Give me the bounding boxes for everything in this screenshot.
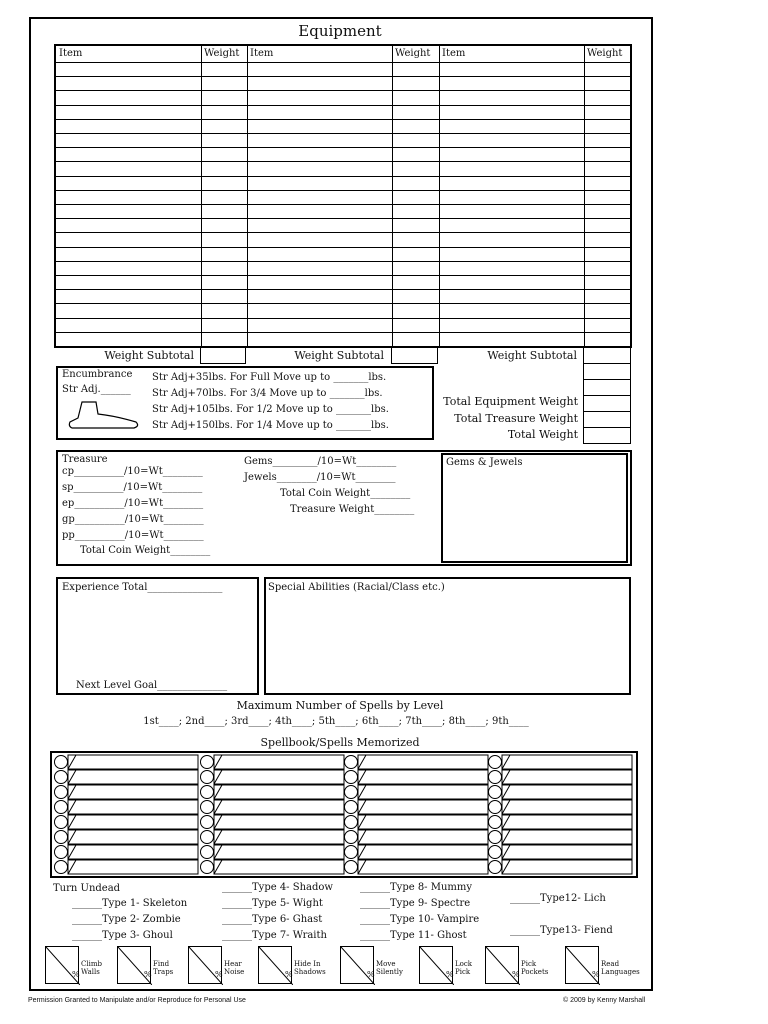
turn-undead-entry[interactable]: ______Type 7- Wraith [222,930,327,941]
jewels-field[interactable]: Jewels________/10=Wt________ [244,472,396,483]
spell-memorized-circle[interactable] [489,801,502,814]
spell-slot-tab [358,770,366,784]
spell-memorized-circle[interactable] [345,771,358,784]
equipment-row-line [56,218,630,219]
spell-memorized-circle[interactable] [345,816,358,829]
turn-undead-entry[interactable]: ______Type13- Fiend [510,925,613,936]
coin-line[interactable]: pp__________/10=Wt________ [62,530,204,541]
spell-memorized-circle[interactable] [55,861,68,874]
coin-line[interactable]: ep__________/10=Wt________ [62,498,204,509]
spell-name-slot[interactable] [358,800,488,814]
spell-name-slot[interactable] [502,845,632,859]
spell-memorized-circle[interactable] [345,861,358,874]
spell-memorized-circle[interactable] [489,831,502,844]
subtotal-label-2: Weight Subtotal [294,349,384,362]
coin-line[interactable]: sp__________/10=Wt________ [62,482,203,493]
spell-slot-tab [358,860,366,874]
spell-name-slot[interactable] [214,770,344,784]
equipment-row-line [56,105,630,106]
total-weight-label: Total Weight [507,428,578,441]
spell-name-slot[interactable] [358,755,488,769]
spell-slot-tab [502,860,510,874]
spell-slot-tab [214,770,222,784]
experience-total-field[interactable]: Experience Total_______________ [62,582,223,593]
encumbrance-line[interactable]: Str Adj+70lbs. For 3/4 Move up to _______lbs. [152,388,383,399]
equipment-col-item-2: Item [250,48,274,59]
equipment-row-line [56,303,630,304]
spell-memorized-circle[interactable] [201,846,214,859]
spell-slot-tab [502,800,510,814]
spell-slot-tab [68,845,76,859]
turn-undead-entry[interactable]: ______Type 5- Wight [222,898,323,909]
equipment-col-weight-3: Weight [587,48,623,59]
experience-box [56,577,259,695]
thief-skill-label: Climb Walls [81,960,102,976]
spell-memorized-circle[interactable] [55,831,68,844]
equipment-col-item-3: Item [442,48,466,59]
spell-slot-tab [502,815,510,829]
turn-undead-entry[interactable]: ______Type 8- Mummy [360,882,473,893]
spell-slot-tab [502,755,510,769]
thief-skill[interactable] [258,946,338,988]
spell-slot-tab [68,815,76,829]
thief-skill-label: Hide In Shadows [294,960,326,976]
equipment-row-line [56,204,630,205]
equipment-col-item-1: Item [59,48,83,59]
spell-name-slot[interactable] [358,815,488,829]
thief-skill-percent: % [512,970,520,979]
spell-name-slot[interactable] [502,785,632,799]
turn-undead-entry[interactable]: ______Type 2- Zombie [72,914,181,925]
spell-name-slot[interactable] [502,800,632,814]
spell-memorized-circle[interactable] [55,846,68,859]
spell-slot-tab [214,845,222,859]
turn-undead-label: Turn Undead [53,883,121,894]
special-abilities-label: Special Abilities (Racial/Class etc.) [268,582,445,593]
spell-slot-tab [214,755,222,769]
spell-name-slot[interactable] [214,785,344,799]
thief-skill[interactable] [340,946,420,988]
spell-name-slot[interactable] [502,830,632,844]
total-weight-box[interactable] [583,395,631,412]
equipment-row-line [56,176,630,177]
spell-name-slot[interactable] [358,785,488,799]
spell-slot-tab [214,830,222,844]
equipment-row-line [56,133,630,134]
thief-skill[interactable] [117,946,197,988]
turn-undead-entry[interactable]: ______Type 6- Ghast [222,914,323,925]
subtotal-field-3[interactable] [583,346,631,364]
total-weight-box[interactable] [583,363,631,380]
footer-permission: Permission Granted to Manipulate and/or Reproduce for Personal Use [28,997,246,1004]
total-coin-weight-mid[interactable]: Total Coin Weight________ [280,488,411,499]
spell-name-slot[interactable] [68,800,198,814]
equipment-row-line [56,318,630,319]
footer-copyright: © 2009 by Kenny Marshall [563,997,646,1004]
thief-skill-label: Find Traps [153,960,174,976]
equipment-row-line [56,190,630,191]
spell-slot-tab [68,860,76,874]
thief-skill-label: Read Languages [601,960,640,976]
spell-memorized-circle[interactable] [345,756,358,769]
equipment-row-line [56,346,630,347]
encumbrance-line[interactable]: Str Adj+150lbs. For 1/4 Move up to _______lbs. [152,420,389,431]
spellbook-grid [50,751,638,878]
turn-undead-entry[interactable]: ______Type 4- Shadow [222,882,333,893]
spell-name-slot[interactable] [358,770,488,784]
equipment-row-line [56,247,630,248]
spell-name-slot[interactable] [502,860,632,874]
spellbook-title: Spellbook/Spells Memorized [260,736,420,749]
coin-line[interactable]: cp__________/10=Wt________ [62,466,203,477]
thief-skill-label: Pick Pockets [521,960,549,976]
spell-memorized-circle[interactable] [201,831,214,844]
spell-name-slot[interactable] [358,830,488,844]
spell-memorized-circle[interactable] [489,861,502,874]
spell-slot-tab [358,785,366,799]
spell-slot-tab [358,755,366,769]
spell-name-slot[interactable] [68,815,198,829]
spell-slot-tab [358,830,366,844]
subtotal-field-2[interactable] [391,346,438,364]
spell-name-slot[interactable] [214,755,344,769]
encumbrance-line[interactable]: Str Adj+35lbs. For Full Move up to _______lbs. [152,372,387,383]
spell-name-slot[interactable] [68,830,198,844]
spell-memorized-circle[interactable] [489,756,502,769]
turn-undead-entry[interactable]: ______Type 3- Ghoul [72,930,173,941]
gems-jewels-label: Gems & Jewels [446,457,523,468]
equipment-row-line [56,275,630,276]
turn-undead-entry[interactable]: ______Type 11- Ghost [360,930,467,941]
thief-skill-percent: % [72,970,80,979]
turn-undead-entry[interactable]: ______Type 1- Skeleton [72,898,188,909]
turn-undead-entry[interactable]: ______Type12- Lich [510,893,606,904]
spell-name-slot[interactable] [68,845,198,859]
coin-line[interactable]: gp__________/10=Wt________ [62,514,204,525]
spell-memorized-circle[interactable] [201,756,214,769]
spell-name-slot[interactable] [214,815,344,829]
spell-slot-tab [502,770,510,784]
equipment-col-weight-2: Weight [395,48,431,59]
thief-skill[interactable] [188,946,268,988]
spell-memorized-circle[interactable] [55,771,68,784]
spell-name-slot[interactable] [68,755,198,769]
equipment-row-line [56,332,630,333]
turn-undead-entry[interactable]: ______Type 9- Spectre [360,898,471,909]
spell-memorized-circle[interactable] [55,786,68,799]
equipment-row-line [56,76,630,77]
spell-slot-tab [214,815,222,829]
spell-memorized-circle[interactable] [489,771,502,784]
spell-slot-tab [68,770,76,784]
spell-name-slot[interactable] [502,770,632,784]
subtotal-label-1: Weight Subtotal [104,349,194,362]
equipment-row-line [56,161,630,162]
thief-skill-label: Move Silently [376,960,403,976]
spell-memorized-circle[interactable] [201,861,214,874]
spell-slot-tab [358,845,366,859]
spell-memorized-circle[interactable] [345,831,358,844]
equipment-row-line [56,62,630,63]
spell-slot-tab [214,785,222,799]
gems-jewels-box[interactable] [441,453,628,563]
total-weight-box[interactable] [583,379,631,396]
spell-name-slot[interactable] [68,785,198,799]
equipment-col-weight-1: Weight [204,48,240,59]
equipment-row-line [56,90,630,91]
page-title: Equipment [298,22,382,40]
equipment-table [54,44,632,348]
thief-skill[interactable] [485,946,565,988]
spell-memorized-circle[interactable] [345,786,358,799]
thief-skill-label: Lock Pick [455,960,473,976]
spell-slot-tab [214,860,222,874]
spell-slot-tab [502,785,510,799]
spell-name-slot[interactable] [502,755,632,769]
spell-memorized-circle[interactable] [345,801,358,814]
thief-skill-percent: % [215,970,223,979]
spell-name-slot[interactable] [68,770,198,784]
total-weight-box[interactable] [583,427,631,444]
thief-skill-percent: % [592,970,600,979]
spell-name-slot[interactable] [68,860,198,874]
encumbrance-label: Encumbrance [62,369,133,380]
encumbrance-line[interactable]: Str Adj+105lbs. For 1/2 Move up to _______lbs. [152,404,389,415]
spell-memorized-circle[interactable] [201,801,214,814]
spell-memorized-circle[interactable] [201,816,214,829]
spell-memorized-circle[interactable] [489,786,502,799]
total-equipment-weight-label: Total Equipment Weight [443,395,578,408]
spell-slot-tab [358,800,366,814]
spell-slot-tab [502,845,510,859]
treasure-label: Treasure [62,454,108,465]
spell-slot-tab [68,830,76,844]
spell-name-slot[interactable] [214,860,344,874]
equipment-row-line [56,232,630,233]
spell-memorized-circle[interactable] [345,846,358,859]
spell-name-slot[interactable] [358,860,488,874]
spell-slot-tab [68,800,76,814]
spell-memorized-circle[interactable] [55,756,68,769]
subtotal-field-1[interactable] [200,346,246,364]
equipment-row-line [56,147,630,148]
spell-memorized-circle[interactable] [201,771,214,784]
spell-slot-tab [358,815,366,829]
spell-levels-field[interactable]: 1st____; 2nd____; 3rd____; 4th____; 5th____; 6th____; 7th____; 8th____; 9th____ [143,716,529,727]
spell-slot-tab [68,785,76,799]
next-level-goal-field[interactable]: Next Level Goal______________ [76,680,228,691]
total-weight-box[interactable] [583,411,631,428]
special-abilities-box[interactable] [264,577,631,695]
spell-memorized-circle[interactable] [201,786,214,799]
thief-skill-label: Hear Noise [224,960,245,976]
thief-skill-percent: % [144,970,152,979]
treasure-weight-field[interactable]: Treasure Weight________ [290,504,415,515]
spell-memorized-circle[interactable] [55,816,68,829]
thief-skill[interactable] [565,946,645,988]
spell-memorized-circle[interactable] [489,816,502,829]
spell-name-slot[interactable] [214,800,344,814]
gems-field[interactable]: Gems_________/10=Wt________ [244,456,397,467]
thief-skill-percent: % [285,970,293,979]
total-treasure-weight-label: Total Treasure Weight [454,412,578,425]
total-coin-weight-left[interactable]: Total Coin Weight________ [80,545,211,556]
str-adj-field[interactable]: Str Adj.______ [62,384,131,395]
thief-skill-percent: % [446,970,454,979]
spell-name-slot[interactable] [358,845,488,859]
spell-name-slot[interactable] [214,830,344,844]
spell-name-slot[interactable] [214,845,344,859]
boot-icon [66,400,142,430]
spell-slot-tab [214,800,222,814]
max-spells-title: Maximum Number of Spells by Level [236,699,444,712]
equipment-row-line [56,119,630,120]
equipment-row-line [56,261,630,262]
subtotal-label-3: Weight Subtotal [487,349,577,362]
spell-slot-tab [502,830,510,844]
thief-skill-percent: % [367,970,375,979]
equipment-row-line [56,289,630,290]
spell-slot-tab [68,755,76,769]
spell-memorized-circle[interactable] [55,801,68,814]
spell-memorized-circle[interactable] [489,846,502,859]
thief-skill[interactable] [45,946,125,988]
turn-undead-entry[interactable]: ______Type 10- Vampire [360,914,480,925]
spell-name-slot[interactable] [502,815,632,829]
